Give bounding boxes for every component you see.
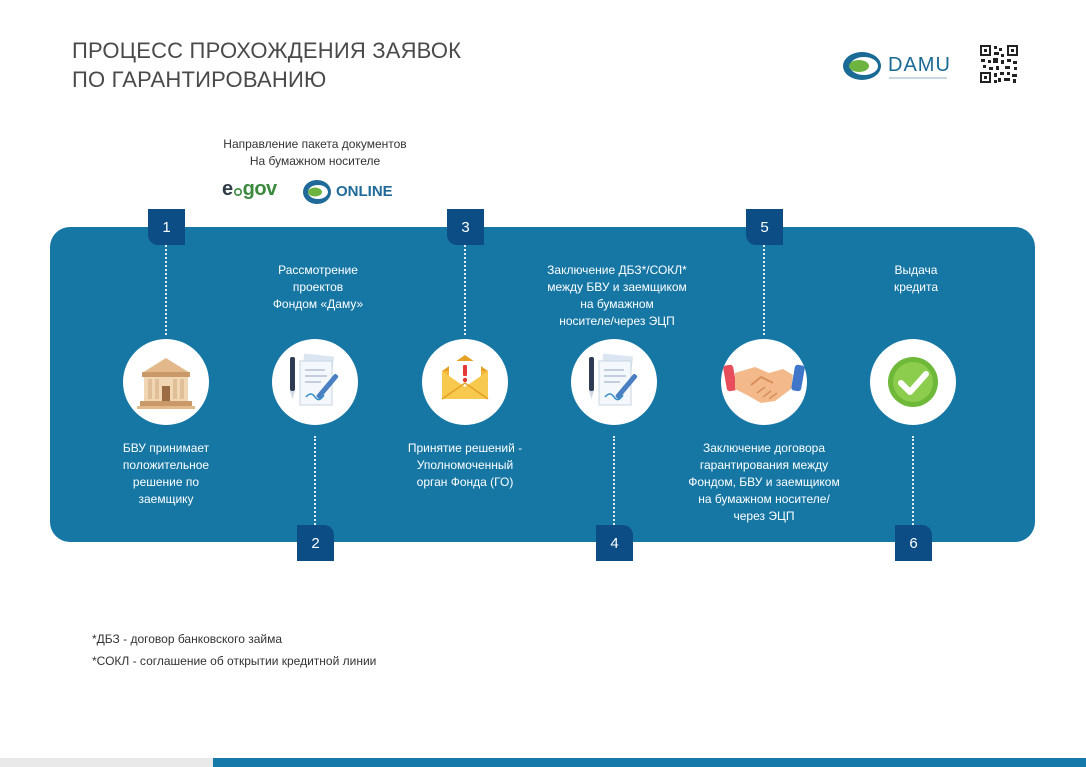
page-title-line1: ПРОЦЕСС ПРОХОЖДЕНИЯ ЗАЯВОК [72,38,462,63]
damu-logo-underline [889,77,947,79]
step-3-text [375,440,555,491]
step-6-connector [912,436,914,525]
step-3-badge: 3 [447,209,484,245]
bank-building-icon [123,339,209,425]
egov-logo[interactable] [222,178,277,201]
footnote-sokl: *СОКЛ - соглашение об открытии кредитной линии [92,654,377,668]
step-1-text-line: заемщику [138,492,194,506]
step-5-text-line: Заключение договора [702,441,826,455]
step-6-text-line: Выдача [894,263,938,277]
step-1-text-line: положительное [122,458,210,472]
page-title-line2: ПО ГАРАНТИРОВАНИЮ [72,67,327,92]
damu-online-logo[interactable] [302,177,412,207]
step-2-connector [314,436,316,525]
step-3-text-line: Принятие решений - [407,441,523,455]
damu-logo [842,50,954,84]
step-2-badge: 2 [297,525,334,561]
step-3-text-line: орган Фонда (ГО) [416,475,514,489]
handshake-icon [721,339,807,425]
check-circle-icon [870,339,956,425]
damu-online-text: ONLINE [336,183,393,200]
step-5-text-line: Фондом, БВУ и заемщиком [688,475,840,489]
step-1-badge: 1 [148,209,185,245]
step-2-text-line: Фондом «Даму» [272,297,364,311]
step-1-connector [165,245,167,335]
footer-bar-blue [213,758,1086,767]
step-4-badge: 4 [596,525,633,561]
step-1-icon-circle [123,339,209,425]
step-3-icon-circle [422,339,508,425]
footnote-dbz: *ДБЗ - договор банковского займа [92,632,283,646]
step-5-text [674,440,854,525]
document-submission-note [205,136,425,170]
document-pen-icon [571,339,657,425]
step-4-icon-circle [571,339,657,425]
step-1-text-line: БВУ принимает [122,441,210,455]
step-5-icon-circle [721,339,807,425]
step-5-text-line: гарантирования между [699,458,829,472]
document-submission-line1: Направление пакета документов [223,137,407,151]
document-submission-line2: На бумажном носителе [249,154,381,168]
step-2-icon-circle [272,339,358,425]
step-4-text [527,262,707,330]
step-5-text-line: на бумажном носителе/ [698,492,830,506]
page-title [72,36,492,94]
step-1-text-line: решение по [132,475,200,489]
damu-logo-text: DAMU [888,54,951,76]
step-4-text-line: на бумажном [580,297,654,311]
egov-logo-prefix: e [222,178,233,200]
document-pen-icon [272,339,358,425]
step-5-text-line: через ЭЦП [733,509,795,523]
step-1-text [76,440,256,508]
step-2-text-line: Рассмотрение [278,263,358,277]
damu-logo-mark-icon [842,51,882,81]
step-6-badge: 6 [895,525,932,561]
step-6-text [826,262,1006,296]
step-2-text [228,262,408,313]
step-6-text-line: кредита [893,280,939,294]
envelope-alert-icon [422,339,508,425]
step-5-connector [763,245,765,335]
step-3-text-line: Уполномоченный [416,458,514,472]
step-2-text-line: проектов [292,280,344,294]
damu-online-mark-icon [302,179,332,205]
egov-logo-suffix: gov [242,178,277,200]
step-4-text-line: между БВУ и заемщиком [547,280,687,294]
egov-leaf-icon [234,186,242,196]
step-4-text-line: носителе/через ЭЦП [559,314,675,328]
qr-code-icon[interactable] [979,44,1019,84]
footer-bar-gray [0,758,213,767]
step-5-badge: 5 [746,209,783,245]
step-4-connector [613,436,615,525]
step-3-connector [464,245,466,335]
step-4-text-line: Заключение ДБЗ*/СОКЛ* [547,263,687,277]
step-6-icon-circle [870,339,956,425]
